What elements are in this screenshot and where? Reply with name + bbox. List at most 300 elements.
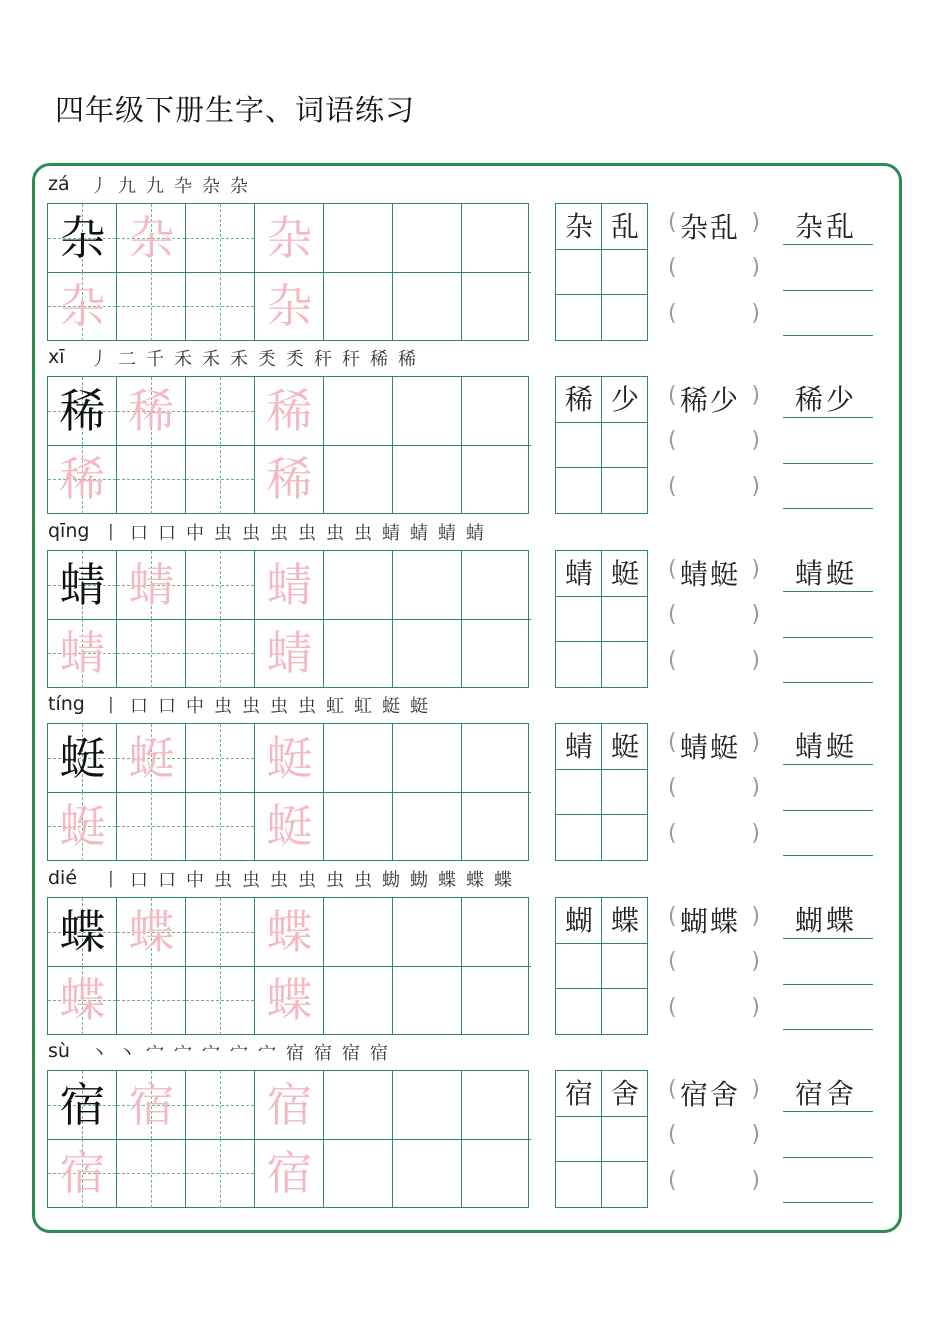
- grid-cell[interactable]: [324, 898, 393, 967]
- grid-cell[interactable]: [255, 377, 324, 446]
- word-character: 杂: [564, 210, 593, 243]
- stroke-step: 九: [146, 176, 164, 197]
- word-cell[interactable]: [556, 898, 602, 944]
- writing-grid: [47, 376, 529, 514]
- grid-cell[interactable]: [324, 204, 393, 273]
- stroke-step: 稀: [370, 349, 388, 370]
- grid-cell[interactable]: [393, 966, 462, 1035]
- grid-cell[interactable]: [48, 724, 117, 793]
- word-cell[interactable]: [602, 1161, 648, 1207]
- word-cell[interactable]: [602, 377, 648, 423]
- model-character: 杂: [59, 211, 106, 265]
- word-cell[interactable]: [556, 596, 602, 642]
- stroke-step: 宿: [370, 1043, 388, 1064]
- grid-cell[interactable]: [117, 724, 186, 793]
- grid-cell[interactable]: [255, 966, 324, 1035]
- stroke-step: 蜐: [410, 870, 428, 891]
- stroke-step: 宀: [258, 1043, 276, 1064]
- line-word: 蜻蜓: [795, 557, 858, 590]
- grid-cell[interactable]: [186, 1071, 255, 1140]
- paren-blank[interactable]: ( ) 蜻蜓: [668, 730, 760, 760]
- grid-cell[interactable]: [255, 724, 324, 793]
- grid-cell[interactable]: [48, 272, 117, 341]
- writing-line[interactable]: [783, 1111, 873, 1112]
- stroke-step: 口: [130, 696, 148, 717]
- writing-grid: [47, 723, 529, 861]
- word-cell[interactable]: [556, 422, 602, 468]
- grid-cell[interactable]: [117, 551, 186, 620]
- grid-cell[interactable]: [393, 898, 462, 967]
- stroke-step: 口: [130, 870, 148, 891]
- paren-blank[interactable]: ( ): [668, 949, 760, 974]
- word-grid: [555, 1070, 648, 1208]
- word-character: 蜻: [564, 730, 593, 763]
- word-cell[interactable]: [602, 898, 648, 944]
- line-word: 蝴蝶: [795, 904, 858, 937]
- word-grid: [555, 723, 648, 861]
- writing-grid: [47, 1070, 529, 1208]
- grid-cell[interactable]: [462, 966, 531, 1035]
- grid-cell[interactable]: [393, 204, 462, 273]
- writing-line[interactable]: [783, 1202, 873, 1203]
- stroke-step: 禾: [230, 349, 248, 370]
- grid-cell[interactable]: [462, 1071, 531, 1140]
- grid-cell[interactable]: [255, 204, 324, 273]
- trace-character: 蝶: [128, 905, 175, 959]
- grid-cell[interactable]: [393, 1071, 462, 1140]
- writing-line[interactable]: [783, 810, 873, 811]
- stroke-step: 宿: [342, 1043, 360, 1064]
- word-character: 蝴: [564, 904, 593, 937]
- stroke-step: 丨: [102, 696, 120, 717]
- grid-cell[interactable]: [48, 1139, 117, 1208]
- trace-character: 蜻: [59, 626, 106, 680]
- grid-cell[interactable]: [255, 1139, 324, 1208]
- word-cell[interactable]: [602, 1071, 648, 1117]
- grid-cell[interactable]: [117, 1139, 186, 1208]
- line-word: 宿舍: [795, 1077, 858, 1110]
- grid-cell[interactable]: [186, 898, 255, 967]
- word-cell[interactable]: [602, 988, 648, 1034]
- stroke-step: 口: [158, 696, 176, 717]
- pinyin-label: dié: [48, 867, 78, 889]
- word-character: 蜓: [610, 730, 639, 763]
- word-cell[interactable]: [556, 814, 602, 860]
- grid-cell[interactable]: [117, 377, 186, 446]
- writing-line[interactable]: [783, 417, 873, 418]
- stroke-step: 虫: [326, 523, 344, 544]
- stroke-step: 口: [130, 523, 148, 544]
- word-cell[interactable]: [556, 249, 602, 295]
- trace-character: 蜻: [266, 558, 313, 612]
- writing-grid: [47, 550, 529, 688]
- grid-cell[interactable]: [186, 1139, 255, 1208]
- grid-cell[interactable]: [324, 724, 393, 793]
- word-cell[interactable]: [556, 294, 602, 340]
- grid-cell[interactable]: [117, 1071, 186, 1140]
- grid-cell[interactable]: [255, 272, 324, 341]
- writing-line[interactable]: [783, 335, 873, 336]
- stroke-step: 稀: [398, 349, 416, 370]
- paren-blank[interactable]: ( ) 蜻蜓: [668, 557, 760, 587]
- stroke-step: 口: [158, 523, 176, 544]
- writing-line[interactable]: [783, 984, 873, 985]
- paren-word: 宿舍: [680, 1078, 741, 1111]
- word-cell[interactable]: [602, 551, 648, 597]
- stroke-step: 虫: [242, 696, 260, 717]
- trace-character: 稀: [266, 452, 313, 506]
- word-character: 稀: [564, 383, 593, 416]
- stroke-step: 卆: [174, 176, 192, 197]
- paren-blank[interactable]: ( ): [668, 775, 760, 800]
- stroke-step: 虫: [298, 696, 316, 717]
- stroke-step: 宿: [314, 1043, 332, 1064]
- grid-cell[interactable]: [462, 792, 531, 861]
- model-character: 蜓: [59, 731, 106, 785]
- stroke-step: 虫: [214, 870, 232, 891]
- stroke-step: 虫: [270, 870, 288, 891]
- paren-blank[interactable]: ( ): [668, 995, 760, 1020]
- trace-character: 宿: [128, 1078, 175, 1132]
- stroke-step: 蜓: [410, 696, 428, 717]
- grid-cell[interactable]: [393, 619, 462, 688]
- trace-character: 宿: [266, 1146, 313, 1200]
- grid-cell[interactable]: [462, 724, 531, 793]
- trace-character: 蝶: [266, 905, 313, 959]
- trace-character: 稀: [59, 452, 106, 506]
- grid-cell[interactable]: [324, 272, 393, 341]
- line-word: 蜻蜓: [795, 730, 858, 763]
- grid-cell[interactable]: [117, 272, 186, 341]
- grid-cell[interactable]: [186, 966, 255, 1035]
- word-cell[interactable]: [556, 943, 602, 989]
- writing-line[interactable]: [783, 855, 873, 856]
- stroke-step: 宿: [286, 1043, 304, 1064]
- stroke-step: 秆: [314, 349, 332, 370]
- grid-cell[interactable]: [462, 204, 531, 273]
- paren-blank[interactable]: ( ) 杂乱: [668, 210, 760, 240]
- stroke-step: 虫: [298, 523, 316, 544]
- writing-line[interactable]: [783, 1029, 873, 1030]
- word-cell[interactable]: [602, 204, 648, 250]
- stroke-step: 蜻: [466, 523, 484, 544]
- writing-line[interactable]: [783, 508, 873, 509]
- grid-cell[interactable]: [462, 377, 531, 446]
- trace-character: 稀: [128, 384, 175, 438]
- grid-cell[interactable]: [48, 966, 117, 1035]
- word-cell[interactable]: [556, 1116, 602, 1162]
- practice-row: [0, 168, 950, 340]
- stroke-step: 虫: [270, 696, 288, 717]
- stroke-step: 丶: [118, 1043, 136, 1064]
- grid-cell[interactable]: [393, 551, 462, 620]
- stroke-step: 丶: [90, 1043, 108, 1064]
- word-cell[interactable]: [556, 724, 602, 770]
- stroke-step: 宀: [230, 1043, 248, 1064]
- page-title: 四年级下册生字、词语练习: [55, 93, 416, 127]
- word-cell[interactable]: [556, 204, 602, 250]
- stroke-step: 千: [146, 349, 164, 370]
- grid-cell[interactable]: [48, 792, 117, 861]
- stroke-step: 秆: [342, 349, 360, 370]
- grid-cell[interactable]: [324, 1139, 393, 1208]
- stroke-step: 口: [158, 870, 176, 891]
- trace-character: 杂: [266, 211, 313, 265]
- stroke-step: 杂: [202, 176, 220, 197]
- grid-cell[interactable]: [393, 724, 462, 793]
- stroke-step: 宀: [202, 1043, 220, 1064]
- paren-blank[interactable]: ( ): [668, 648, 760, 673]
- word-cell[interactable]: [556, 467, 602, 513]
- word-character: 蜓: [610, 557, 639, 590]
- grid-cell[interactable]: [324, 792, 393, 861]
- trace-character: 宿: [59, 1146, 106, 1200]
- paren-blank[interactable]: ( ): [668, 1122, 760, 1147]
- grid-cell[interactable]: [255, 898, 324, 967]
- word-grid: [555, 376, 648, 514]
- practice-row: [0, 1035, 950, 1207]
- grid-cell[interactable]: [117, 204, 186, 273]
- stroke-step: 虫: [326, 870, 344, 891]
- word-cell[interactable]: [602, 814, 648, 860]
- grid-cell[interactable]: [393, 445, 462, 514]
- writing-grid: [47, 897, 529, 1035]
- stroke-step: 蜻: [438, 523, 456, 544]
- word-cell[interactable]: [602, 294, 648, 340]
- practice-row: [0, 688, 950, 860]
- model-character: 蜻: [59, 558, 106, 612]
- word-grid: [555, 203, 648, 341]
- grid-cell[interactable]: [117, 898, 186, 967]
- stroke-step: 杂: [230, 176, 248, 197]
- word-cell[interactable]: [602, 467, 648, 513]
- grid-cell[interactable]: [255, 551, 324, 620]
- stroke-step: 虫: [270, 523, 288, 544]
- stroke-step: 虫: [354, 870, 372, 891]
- stroke-step: 丨: [102, 523, 120, 544]
- grid-cell[interactable]: [117, 792, 186, 861]
- grid-cell[interactable]: [255, 792, 324, 861]
- grid-cell[interactable]: [186, 724, 255, 793]
- trace-character: 蝶: [59, 973, 106, 1027]
- trace-character: 稀: [266, 384, 313, 438]
- grid-cell[interactable]: [186, 445, 255, 514]
- stroke-step: 禾: [202, 349, 220, 370]
- stroke-step: 中: [186, 870, 204, 891]
- practice-row: [0, 341, 950, 513]
- word-cell[interactable]: [602, 724, 648, 770]
- paren-word: 蝴蝶: [680, 905, 741, 938]
- grid-cell[interactable]: [48, 445, 117, 514]
- stroke-step: 秂: [258, 349, 276, 370]
- word-cell[interactable]: [602, 769, 648, 815]
- grid-cell[interactable]: [393, 377, 462, 446]
- paren-word: 蜻蜓: [680, 558, 741, 591]
- stroke-step: 蝶: [494, 870, 512, 891]
- writing-grid: [47, 203, 529, 341]
- word-cell[interactable]: [556, 1071, 602, 1117]
- trace-character: 蜓: [266, 731, 313, 785]
- line-word: 稀少: [795, 383, 858, 416]
- trace-character: 蜓: [266, 799, 313, 853]
- writing-line[interactable]: [783, 682, 873, 683]
- paren-blank[interactable]: ( ): [668, 255, 760, 280]
- stroke-step: 秂: [286, 349, 304, 370]
- trace-character: 蜻: [266, 626, 313, 680]
- word-cell[interactable]: [556, 1161, 602, 1207]
- grid-cell[interactable]: [462, 445, 531, 514]
- writing-line[interactable]: [783, 938, 873, 939]
- word-grid: [555, 550, 648, 688]
- trace-character: 蝶: [266, 973, 313, 1027]
- stroke-step: 虫: [242, 523, 260, 544]
- grid-cell[interactable]: [324, 966, 393, 1035]
- word-cell[interactable]: [556, 377, 602, 423]
- grid-cell[interactable]: [48, 204, 117, 273]
- word-cell[interactable]: [556, 988, 602, 1034]
- pinyin-label: sù: [48, 1040, 70, 1062]
- writing-line[interactable]: [783, 290, 873, 291]
- word-cell[interactable]: [602, 1116, 648, 1162]
- trace-character: 蜻: [128, 558, 175, 612]
- grid-cell[interactable]: [324, 619, 393, 688]
- grid-cell[interactable]: [186, 551, 255, 620]
- grid-cell[interactable]: [186, 377, 255, 446]
- word-cell[interactable]: [602, 641, 648, 687]
- grid-cell[interactable]: [117, 445, 186, 514]
- word-cell[interactable]: [602, 596, 648, 642]
- writing-line[interactable]: [783, 463, 873, 464]
- stroke-step: 二: [118, 349, 136, 370]
- stroke-step: 蜓: [382, 696, 400, 717]
- grid-cell[interactable]: [48, 377, 117, 446]
- paren-blank[interactable]: ( ): [668, 1168, 760, 1193]
- paren-word: 蜻蜓: [680, 731, 741, 764]
- practice-row: [0, 862, 950, 1034]
- paren-blank[interactable]: ( ) 蝴蝶: [668, 904, 760, 934]
- writing-line[interactable]: [783, 764, 873, 765]
- grid-cell[interactable]: [186, 272, 255, 341]
- grid-cell[interactable]: [117, 619, 186, 688]
- word-character: 蜻: [564, 557, 593, 590]
- paren-blank[interactable]: ( ) 稀少: [668, 383, 760, 413]
- stroke-step: 虫: [354, 523, 372, 544]
- writing-line[interactable]: [783, 637, 873, 638]
- paren-blank[interactable]: ( ) 宿舍: [668, 1077, 760, 1107]
- pinyin-label: qīng: [48, 520, 90, 542]
- grid-cell[interactable]: [462, 551, 531, 620]
- word-cell[interactable]: [556, 641, 602, 687]
- grid-cell[interactable]: [48, 551, 117, 620]
- stroke-step: 虫: [242, 870, 260, 891]
- grid-cell[interactable]: [393, 1139, 462, 1208]
- pinyin-label: zá: [48, 173, 70, 195]
- word-cell[interactable]: [602, 943, 648, 989]
- word-character: 少: [610, 383, 639, 416]
- paren-blank[interactable]: ( ): [668, 474, 760, 499]
- stroke-step: 丿: [90, 176, 108, 197]
- grid-cell[interactable]: [186, 619, 255, 688]
- stroke-step: 虫: [298, 870, 316, 891]
- trace-character: 杂: [128, 211, 175, 265]
- word-cell[interactable]: [602, 249, 648, 295]
- word-grid: [555, 897, 648, 1035]
- stroke-step: 蝶: [466, 870, 484, 891]
- grid-cell[interactable]: [186, 792, 255, 861]
- grid-cell[interactable]: [255, 619, 324, 688]
- paren-blank[interactable]: ( ): [668, 821, 760, 846]
- stroke-step: 丨: [102, 870, 120, 891]
- grid-cell[interactable]: [324, 445, 393, 514]
- grid-cell[interactable]: [255, 1071, 324, 1140]
- grid-cell[interactable]: [393, 792, 462, 861]
- stroke-step: 蝶: [438, 870, 456, 891]
- stroke-step: 蜻: [382, 523, 400, 544]
- grid-cell[interactable]: [462, 1139, 531, 1208]
- paren-blank[interactable]: ( ): [668, 602, 760, 627]
- word-cell[interactable]: [602, 422, 648, 468]
- grid-cell[interactable]: [48, 1071, 117, 1140]
- writing-line[interactable]: [783, 244, 873, 245]
- trace-character: 杂: [59, 279, 106, 333]
- grid-cell[interactable]: [48, 619, 117, 688]
- grid-cell[interactable]: [393, 272, 462, 341]
- grid-cell[interactable]: [186, 204, 255, 273]
- grid-cell[interactable]: [255, 445, 324, 514]
- stroke-step: 虹: [354, 696, 372, 717]
- word-character: 乱: [610, 210, 639, 243]
- grid-cell[interactable]: [462, 619, 531, 688]
- grid-cell[interactable]: [324, 377, 393, 446]
- stroke-step: 禾: [174, 349, 192, 370]
- grid-cell[interactable]: [324, 551, 393, 620]
- stroke-step: 宀: [146, 1043, 164, 1064]
- stroke-step: 中: [186, 696, 204, 717]
- line-word: 杂乱: [795, 210, 858, 243]
- stroke-step: 九: [118, 176, 136, 197]
- grid-cell[interactable]: [462, 898, 531, 967]
- writing-line[interactable]: [783, 1157, 873, 1158]
- paren-blank[interactable]: ( ): [668, 301, 760, 326]
- stroke-step: 虹: [326, 696, 344, 717]
- stroke-step: 蜻: [410, 523, 428, 544]
- paren-blank[interactable]: ( ): [668, 428, 760, 453]
- stroke-step: 丿: [90, 349, 108, 370]
- model-character: 稀: [59, 384, 106, 438]
- word-character: 宿: [564, 1077, 593, 1110]
- model-character: 蝶: [59, 905, 106, 959]
- word-cell[interactable]: [556, 769, 602, 815]
- stroke-step: 虫: [214, 523, 232, 544]
- grid-cell[interactable]: [324, 1071, 393, 1140]
- trace-character: 蜓: [59, 799, 106, 853]
- model-character: 宿: [59, 1078, 106, 1132]
- stroke-step: 宀: [174, 1043, 192, 1064]
- stroke-step: 蜐: [382, 870, 400, 891]
- grid-cell[interactable]: [48, 898, 117, 967]
- word-cell[interactable]: [556, 551, 602, 597]
- stroke-step: 虫: [214, 696, 232, 717]
- paren-word: 稀少: [680, 384, 741, 417]
- word-character: 蝶: [610, 904, 639, 937]
- trace-character: 蜓: [128, 731, 175, 785]
- trace-character: 杂: [266, 279, 313, 333]
- writing-line[interactable]: [783, 591, 873, 592]
- grid-cell[interactable]: [117, 966, 186, 1035]
- grid-cell[interactable]: [462, 272, 531, 341]
- pinyin-label: xī: [48, 346, 65, 368]
- word-character: 舍: [610, 1077, 639, 1110]
